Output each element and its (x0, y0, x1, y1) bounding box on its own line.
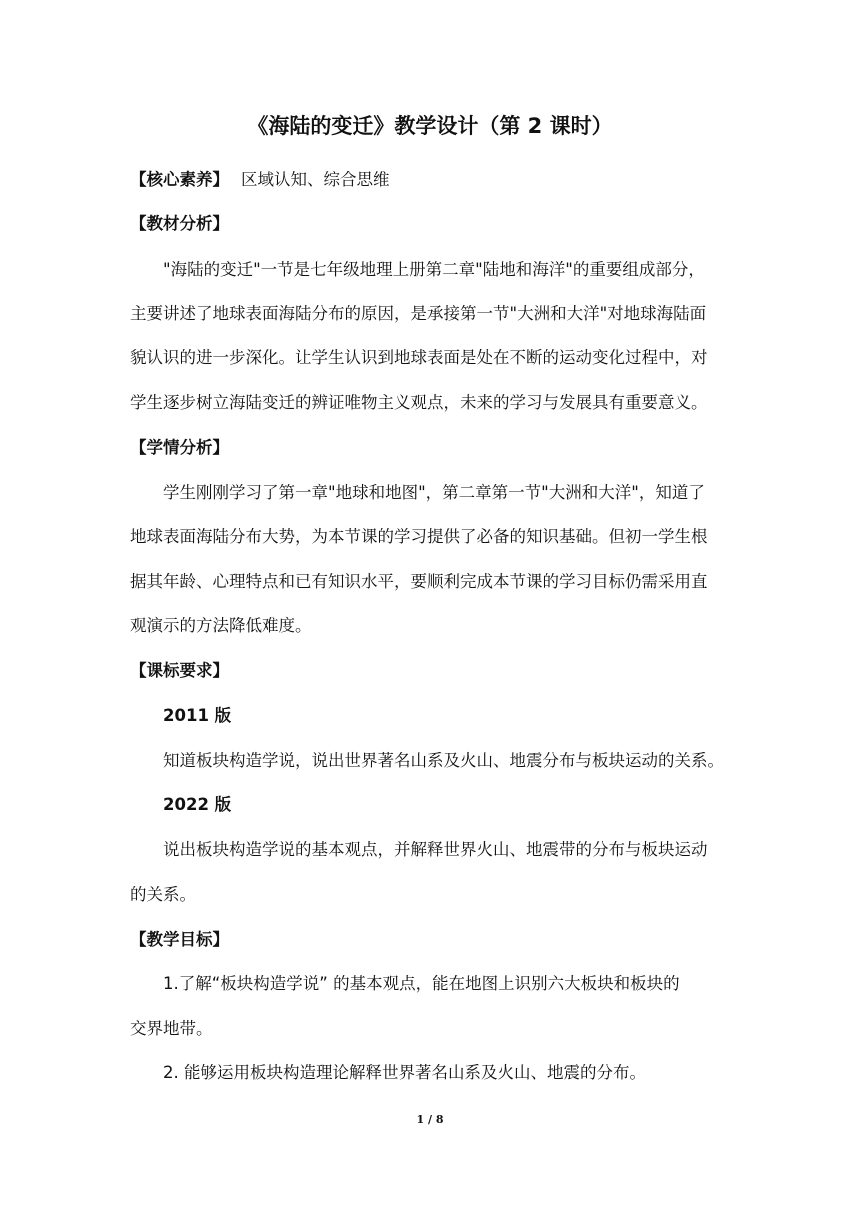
teaching-goals-heading: 【教学目标】 (130, 930, 229, 949)
core-competency-heading: 【核心素养】 (130, 170, 229, 189)
material-line-1: "海陆的变迁"一节是七年级地理上册第二章"陆地和海洋"的重要组成部分， (163, 260, 705, 279)
student-line-2: 地球表面海陆分布大势，为本节课的学习提供了必备的知识基础。但初一学生根 (130, 527, 708, 546)
page-number: 1 / 8 (416, 1113, 444, 1126)
student-analysis-heading: 【学情分析】 (130, 438, 229, 457)
student-line-4: 观演示的方法降低难度。 (130, 616, 312, 635)
goal-1-line-2: 交界地带。 (130, 1019, 213, 1038)
standard-2022-line-1: 说出板块构造学说的基本观点，并解释世界火山、地震带的分布与板块运动 (163, 840, 708, 859)
student-line-3: 据其年龄、心理特点和已有知识水平，要顺利完成本节课的学习目标仍需采用直 (130, 572, 708, 591)
material-line-3: 貌认识的进一步深化。让学生认识到地球表面是处在不断的运动变化过程中，对 (130, 348, 708, 367)
document-title: 《海陆的变迁》教学设计（第 2 课时） (247, 114, 613, 138)
material-analysis-heading: 【教材分析】 (130, 214, 229, 233)
standard-2011-label: 2011 版 (163, 706, 232, 725)
standard-2011-text: 知道板块构造学说，说出世界著名山系及火山、地震分布与板块运动的关系。 (163, 751, 724, 770)
standard-2022-label: 2022 版 (163, 795, 232, 814)
standard-2022-line-2: 的关系。 (130, 885, 196, 904)
goal-2-text: 2. 能够运用板块构造理论解释世界著名山系及火山、地震的分布。 (163, 1063, 646, 1082)
goal-1-line-1: 1.了解“板块构造学说” 的基本观点，能在地图上识别六大板块和板块的 (163, 974, 680, 993)
material-line-4: 学生逐步树立海陆变迁的辨证唯物主义观点，未来的学习与发展具有重要意义。 (130, 393, 708, 412)
core-competency-value: 区域认知、综合思维 (241, 170, 390, 189)
material-line-2: 主要讲述了地球表面海陆分布的原因，是承接第一节"大洲和大洋"对地球海陆面 (130, 304, 707, 323)
student-line-1: 学生刚刚学习了第一章"地球和地图"，第二章第一节"大洲和大洋"，知道了 (163, 483, 705, 502)
curriculum-standards-heading: 【课标要求】 (130, 661, 229, 680)
core-competency-row (130, 168, 735, 192)
